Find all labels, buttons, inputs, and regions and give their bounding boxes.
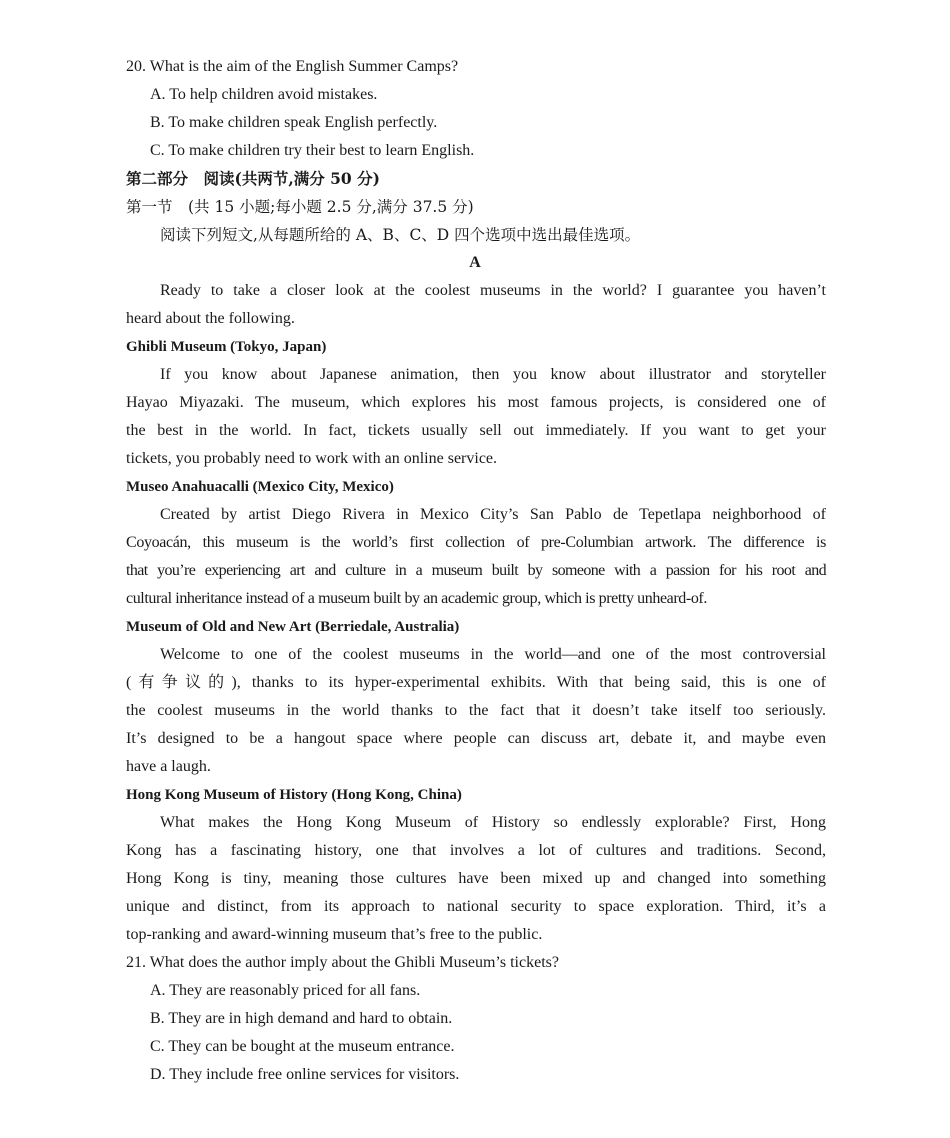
q20-option-a: A. To help children avoid mistakes.: [150, 86, 378, 103]
section-heading-mona: Museum of Old and New Art (Berriedale, Australia): [126, 619, 460, 635]
paragraph-line: What makes the Hong Kong Museum of History so endlessly explorable? First, Hong: [160, 814, 826, 831]
q21-option-d: D. They include free online services for visitors.: [150, 1066, 460, 1083]
paragraph-line: have a laugh.: [126, 758, 211, 775]
q20-option-b: B. To make children speak English perfectly.: [150, 114, 438, 131]
paragraph-line: Created by artist Diego Rivera in Mexico City’s San Pablo de Tepetlapa neighborhood of: [160, 506, 826, 523]
paragraph-line: that you’re experiencing art and culture in a museum built by someone with a passion for his root and: [126, 562, 826, 579]
section-heading-hk-history: Hong Kong Museum of History (Hong Kong, China): [126, 787, 462, 803]
intro-line: Ready to take a closer look at the coolest museums in the world? I guarantee you haven’t: [160, 282, 826, 299]
section1-title: 第一节 (共 15 小题;每小题 2.5 分,满分 37.5 分): [126, 198, 474, 216]
paragraph-line: cultural inheritance instead of a museum built by an academic group, which is pretty unheard-of.: [126, 590, 707, 607]
paragraph-line: Coyoacán, this museum is the world’s first collection of pre-Columbian artwork. The difference is: [126, 534, 826, 551]
q20-option-c: C. To make children try their best to learn English.: [150, 142, 475, 159]
paragraph-line: Hayao Miyazaki. The museum, which explores his most famous projects, is considered one of: [126, 394, 826, 411]
paragraph-line: tickets, you probably need to work with an online service.: [126, 450, 498, 467]
paragraph-line: Kong has a fascinating history, one that involves a lot of cultures and traditions. Second,: [126, 842, 826, 859]
paragraph-line: the coolest museums in the world thanks to the fact that it doesn’t take itself too seriously.: [126, 702, 826, 719]
part2-title: 第二部分 阅读(共两节,满分 50 分): [126, 169, 380, 188]
paragraph-line: top-ranking and award-winning museum that’s free to the public.: [126, 926, 543, 943]
q21-option-c: C. They can be bought at the museum entrance.: [150, 1038, 455, 1055]
paragraph-line: (有争议的), thanks to its hyper-experimental exhibits. With that being said, this is one of: [126, 674, 826, 691]
passage-letter: A: [469, 254, 481, 271]
paragraph-line: unique and distinct, from its approach to national security to space exploration. Third, it’s a: [126, 898, 826, 915]
q21-option-b: B. They are in high demand and hard to obtain.: [150, 1010, 453, 1027]
paragraph-line: It’s designed to be a hangout space where people can discuss art, debate it, and maybe even: [126, 730, 826, 747]
reading-instruction: 阅读下列短文,从每题所给的 A、B、C、D 四个选项中选出最佳选项。: [160, 226, 641, 244]
paragraph-line: Welcome to one of the coolest museums in the world—and one of the most controversial: [160, 646, 826, 663]
q21-stem: 21. What does the author imply about the Ghibli Museum’s tickets?: [126, 954, 559, 971]
paragraph-line: the best in the world. In fact, tickets usually sell out immediately. If you want to get your: [126, 422, 826, 439]
section-heading-ghibli: Ghibli Museum (Tokyo, Japan): [126, 339, 327, 355]
section-heading-anahuacalli: Museo Anahuacalli (Mexico City, Mexico): [126, 479, 394, 495]
q21-option-a: A. They are reasonably priced for all fans.: [150, 982, 421, 999]
q20-stem: 20. What is the aim of the English Summer Camps?: [126, 58, 459, 75]
intro-line: heard about the following.: [126, 310, 295, 327]
paragraph-line: Hong Kong is tiny, meaning those cultures have been mixed up and changed into something: [126, 870, 826, 887]
paragraph-line: If you know about Japanese animation, then you know about illustrator and storyteller: [160, 366, 826, 383]
